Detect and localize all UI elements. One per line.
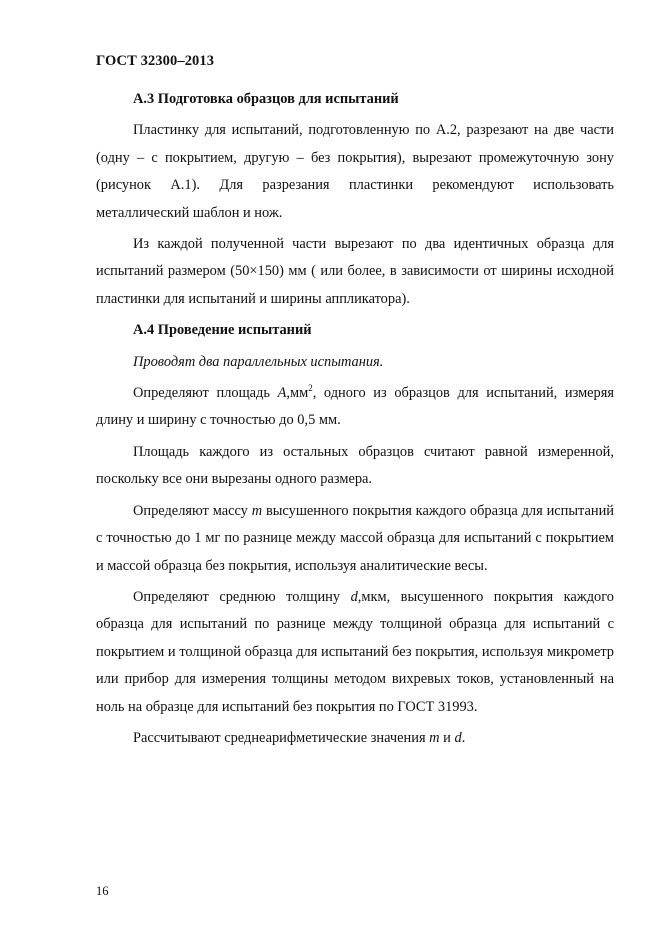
area-unit-exponent: 2: [308, 383, 313, 394]
thickness-variable: d: [350, 588, 358, 605]
paragraph-a3-cutting: Пластинку для испытаний, подготовленную по А.2, разрезают на две части (одну – с покрытием, другую – без покрытия), вырезают промежуточную зону (рисунок А.1). Для разрезания пластинки рекомендуют использовать металлический шаблон и нож.: [96, 122, 614, 221]
paragraph-a4-mass: [96, 498, 614, 580]
mass-text-after: высушенного покрытия каждого образца для испытаний с точностью до 1 мг по разнице между массой образца для испытаний с покрытием и массой образца без покрытия, используя аналитические весы.: [96, 502, 614, 574]
paragraph-a4-averages: [96, 725, 614, 752]
standard-header: ГОСТ 32300–2013: [96, 53, 215, 69]
section-a4-title: А.4 Проведение испытаний: [133, 322, 312, 339]
area-unit: ,мм: [286, 385, 309, 402]
averages-variable-d: d: [454, 729, 462, 746]
paragraph-a4-equal-area: Площадь каждого из остальных образцов считают равной измеренной, поскольку все они вырезаны одного размера.: [96, 443, 614, 488]
paragraph-a4-area: [96, 380, 614, 435]
averages-text-before: Рассчитывают среднеарифметические значения: [133, 729, 430, 746]
averages-text-mid: и: [439, 729, 455, 746]
area-variable: А: [277, 385, 287, 402]
paragraph-a3-specimens: Из каждой полученной части вырезают по два идентичных образца для испытаний размером (50×150) мм ( или более, в зависимости от ширины исходной пластинки для испытаний и ширины аппликатора).: [96, 236, 614, 307]
page-number: 16: [96, 884, 109, 898]
section-a3-title: А.3 Подготовка образцов для испытаний: [133, 91, 399, 107]
thickness-text-before: Определяют среднюю толщину: [133, 588, 351, 605]
averages-variable-m: m: [429, 729, 440, 746]
document-body: [96, 86, 614, 752]
paragraph-a4-parallel-tests: Проводят два параллельных испытания.: [133, 353, 384, 370]
area-text-before: Определяют площадь: [133, 385, 278, 402]
area-text-after: , одного из образцов для испытаний, измеряя длину и ширину с точностью до 0,5 мм.: [96, 385, 614, 429]
averages-text-end: .: [461, 729, 466, 746]
thickness-text-after: ,мкм, высушенного покрытия каждого образца для испытаний по разнице между толщиной образца для испытаний с покрытием и толщиной образца для испытаний без покрытия, используя микрометр или прибор для измерения толщины методом вихревых токов, установленный на ноль на образце для испытаний без покрытия по ГОСТ 31993.: [96, 588, 614, 715]
mass-text-before: Определяют массу: [133, 502, 252, 519]
mass-variable: m: [251, 502, 263, 519]
paragraph-a4-thickness: [96, 584, 614, 721]
